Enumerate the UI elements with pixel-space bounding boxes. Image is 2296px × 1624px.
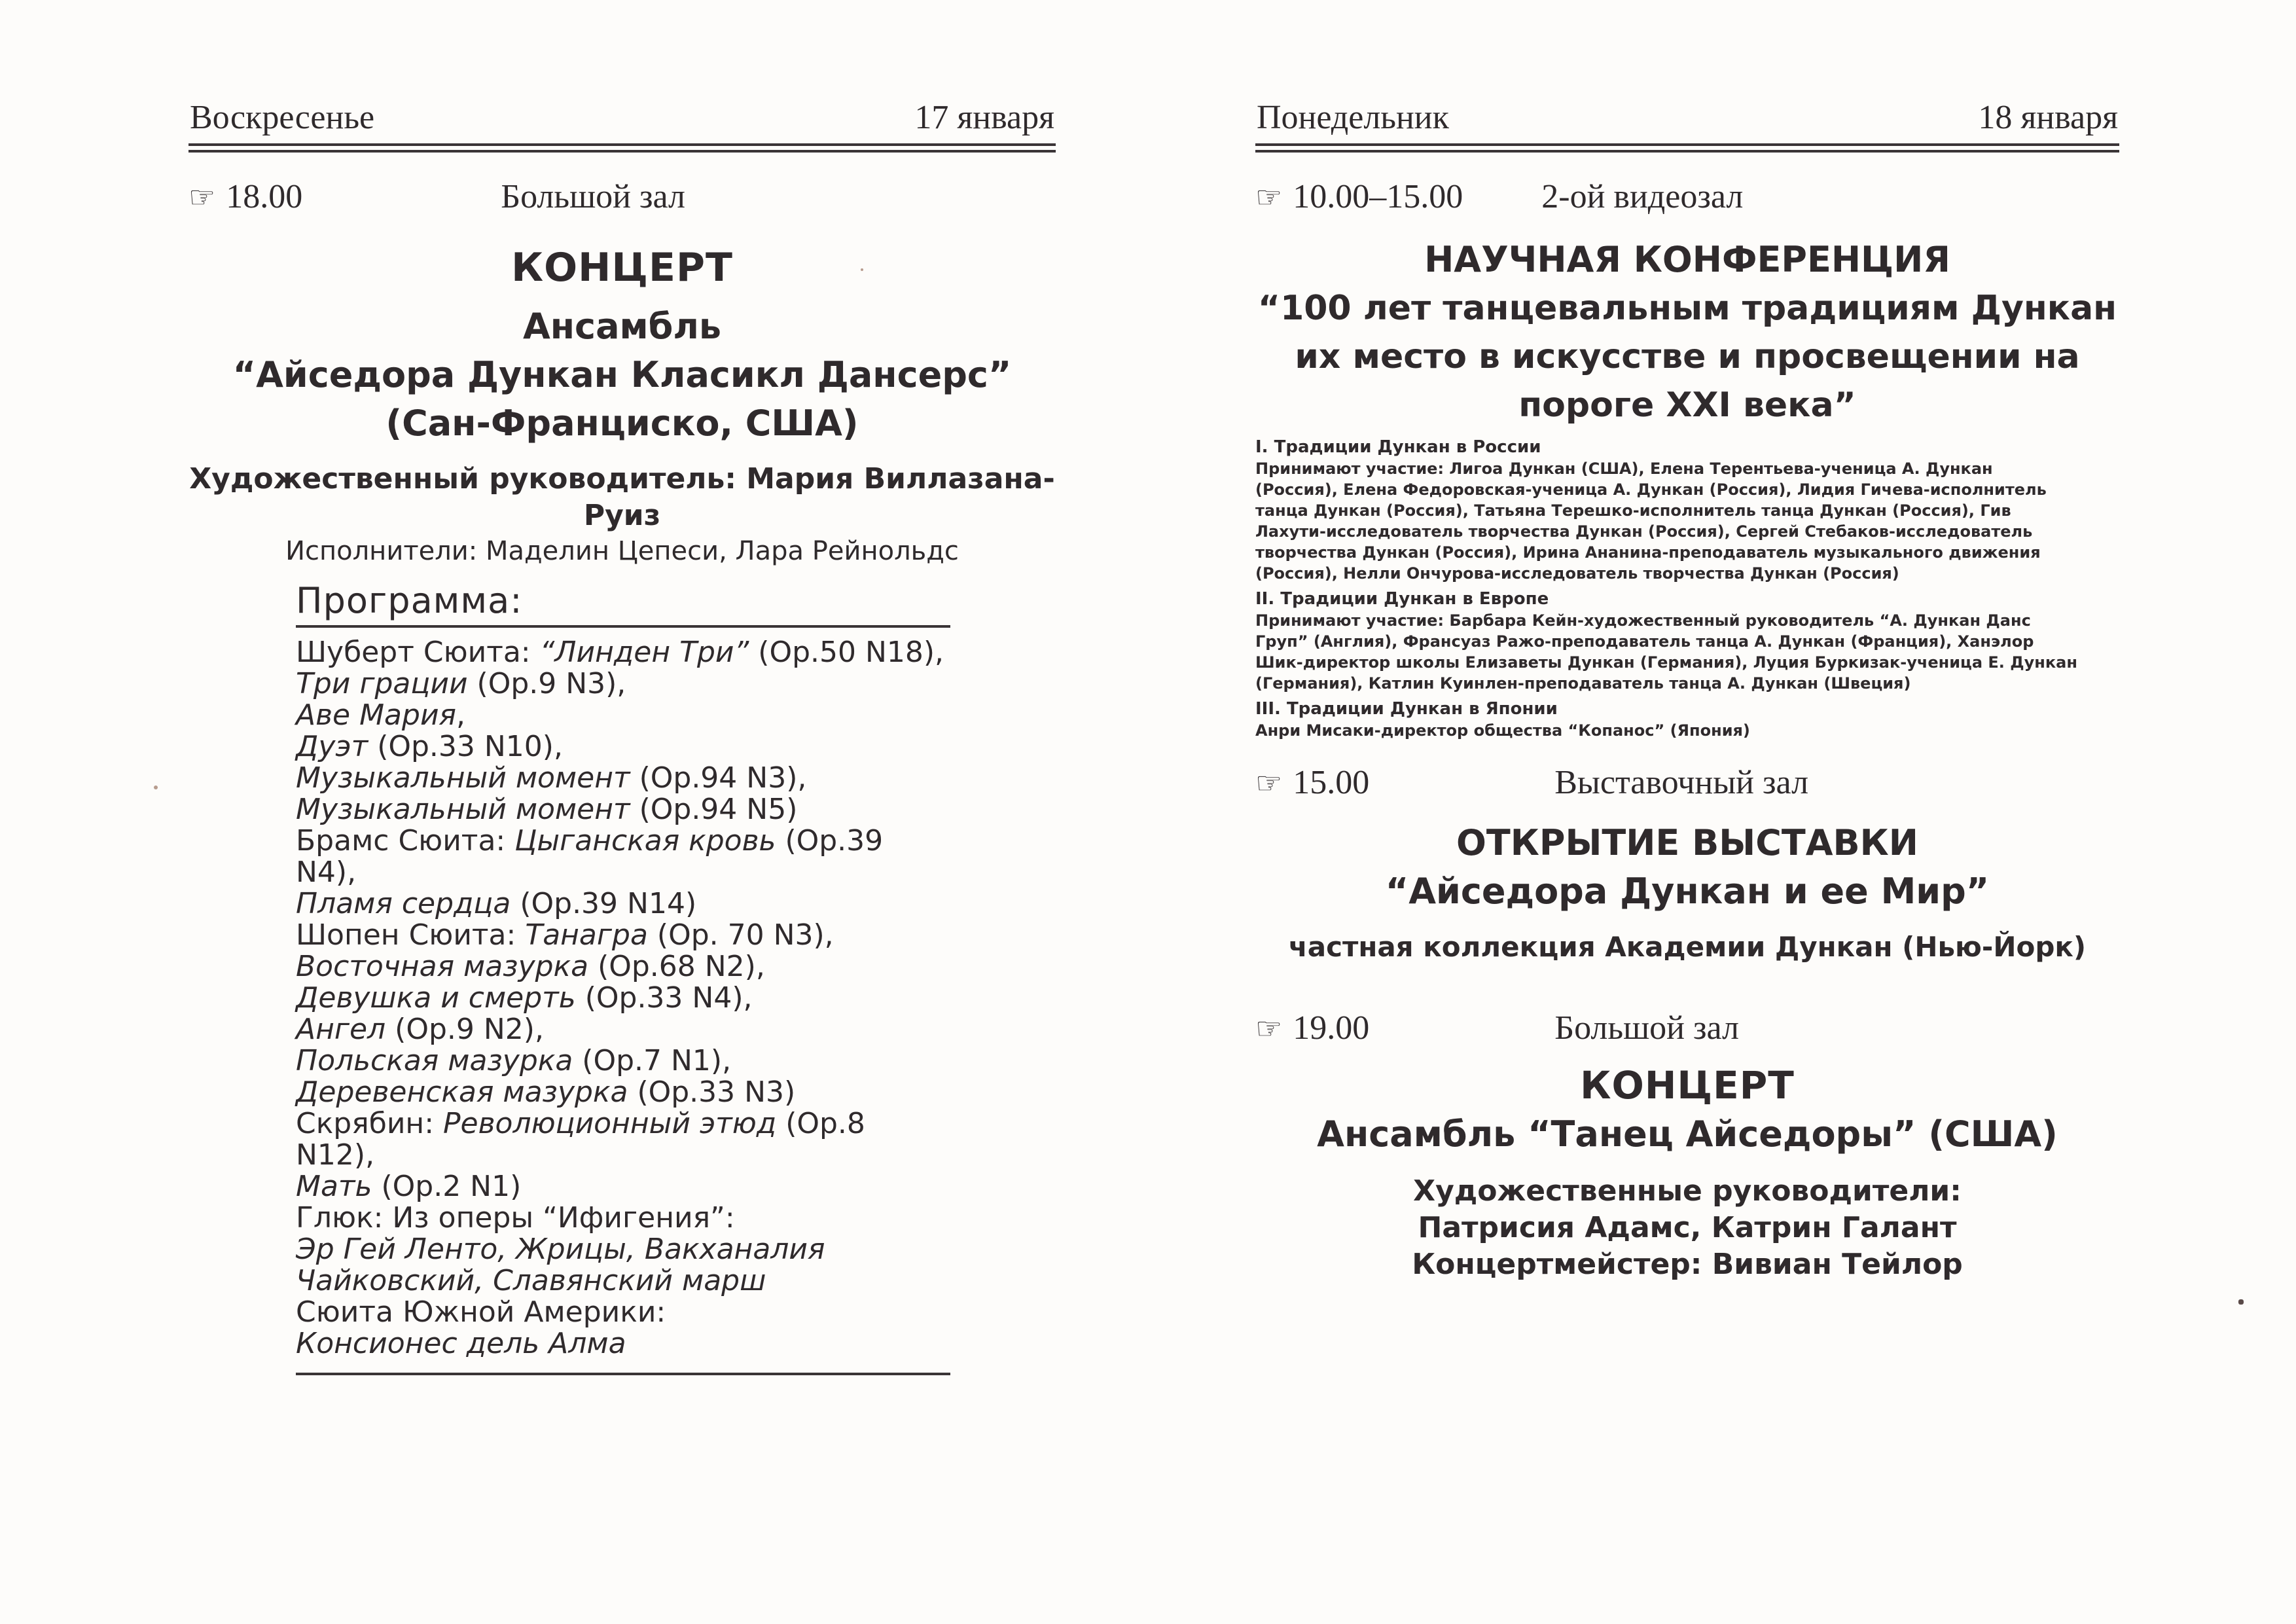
program-item (296, 1202, 950, 1234)
program-heading: Программа: (296, 580, 523, 621)
program-item-composer: Шуберт Сюита: (296, 636, 540, 669)
left-day-date: 17 января (914, 99, 1054, 136)
program-list (296, 637, 950, 1360)
pointing-hand-icon: ☞ (1255, 180, 1283, 214)
program-item-title: Революционный этюд (443, 1107, 777, 1140)
paper-speck (2238, 1299, 2244, 1305)
conference-section-text: Шик-директор школы Елизаветы Дункан (Германия), Луция Буркизак-ученица Е. Дункан (1255, 653, 2077, 672)
program-item (296, 951, 950, 983)
left-day-name: Воскресенье (190, 99, 375, 136)
pointing-hand-icon: ☞ (1255, 1011, 1283, 1045)
program-item (296, 1014, 950, 1045)
concert-directors-label: Художественные руководители: (1413, 1174, 1962, 1208)
program-item-opus: (Op.9 N3), (467, 667, 626, 700)
program-block (296, 580, 950, 1375)
program-item (296, 1328, 950, 1360)
conference-title: НАУЧНАЯ КОНФЕРЕНЦИЯ (1424, 239, 1950, 280)
conference-section-heading: II. Традиции Дункан в Европе (1255, 589, 1549, 609)
program-item (296, 1265, 950, 1297)
left-day-header (188, 98, 1056, 146)
right-day-date: 18 января (1978, 99, 2118, 136)
program-item (296, 1234, 950, 1265)
conference-section-heading: III. Традиции Дункан в Японии (1255, 699, 1558, 719)
program-item-opus: (Op.94 N3), (630, 761, 807, 795)
program-item-opus: (Op.94 N5) (630, 793, 798, 826)
program-item (296, 1171, 950, 1202)
left-ensemble-place: (Сан-Франциско, США) (386, 403, 859, 444)
program-item-composer: Шопен Сюита: (296, 918, 526, 952)
right-header-rule (1255, 150, 2119, 153)
program-item-title: Аве Мария (296, 698, 457, 732)
program-item-title: Ангел (296, 1013, 386, 1046)
program-item (296, 1077, 950, 1108)
exhibition-time-row (1255, 763, 2119, 802)
program-item-title: “Линден Три” (539, 636, 749, 669)
conference-time-row (1255, 177, 2119, 216)
program-item (296, 700, 950, 731)
conference-section-text: творчества Дункан (Россия), Ирина Ананина-преподаватель музыкального движения (1255, 543, 2041, 562)
program-item-title: Цыганская кровь (514, 824, 776, 857)
program-top-rule (296, 625, 950, 628)
left-ensemble-label: Ансамбль (522, 306, 722, 347)
program-item-composer: Брамс Сюита: (296, 824, 515, 857)
program-item-opus: (Op.33 N10), (368, 730, 563, 763)
program-item-opus: (Op.68 N2), (588, 950, 765, 983)
concert-time: 19.00 (1293, 1009, 1370, 1047)
program-item (296, 1045, 950, 1077)
program-item-opus: (Op.33 N3) (628, 1075, 796, 1109)
program-item-title: Девушка и смерть (296, 981, 576, 1015)
program-item-title: Танагра (525, 918, 648, 952)
program-item (296, 731, 950, 763)
exhibition-title: ОТКРЫТИЕ ВЫСТАВКИ (1456, 822, 1918, 863)
right-day-name: Понедельник (1257, 99, 1449, 136)
program-item-title: Эр Гей Ленто, Жрицы, Вакханалия (296, 1233, 825, 1266)
program-item-title: Музыкальный момент (296, 761, 630, 795)
left-performers: Исполнители: Маделин Цепеси, Лара Рейнольдс (285, 536, 959, 566)
program-item (296, 1108, 950, 1171)
right-page (1255, 98, 2119, 1283)
conference-section-text: Принимают участие: Барбара Кейн-художественный руководитель “А. Дункан Данс (1255, 611, 2031, 630)
concert-accompanist: Концертмейстер: Вивиан Тейлор (1412, 1248, 1963, 1281)
program-item-title: Мать (296, 1170, 372, 1203)
conference-subtitle-3: пороге XXI века” (1518, 386, 1856, 425)
program-item-opus: (Op. 70 N3), (647, 918, 834, 952)
program-item (296, 637, 950, 668)
conference-section-text: (Германия), Катлин Куинлен-преподаватель танца А. Дункан (Швеция) (1255, 674, 1911, 693)
right-day-header (1255, 98, 2119, 146)
program-bottom-rule (296, 1373, 950, 1375)
program-item-opus: , (456, 698, 466, 732)
program-item-opus: (Op.33 N4), (575, 981, 753, 1015)
program-item-opus: (Op.39 N14) (511, 887, 697, 920)
program-item (296, 794, 950, 825)
conference-section-text: (Россия), Елена Федоровская-ученица А. Дункан (Россия), Лидия Гичева-исполнитель (1255, 480, 2047, 499)
exhibition-time: 15.00 (1293, 764, 1370, 801)
program-item-title: Дуэт (296, 730, 368, 763)
program-item-opus: (Op.8 N12), (296, 1107, 865, 1172)
program-item-opus: (Op.50 N18), (749, 636, 944, 669)
conference-section-heading: I. Традиции Дункан в России (1255, 437, 1541, 457)
program-item-composer: Сюита Южной Америки: (296, 1295, 666, 1329)
exhibition-subtitle: “Айседора Дункан и ее Мир” (1385, 871, 1990, 912)
conference-sections (1255, 436, 2119, 741)
conference-section-text: танца Дункан (Россия), Татьяна Терешко-исполнитель танца Дункан (Россия), Гив (1255, 501, 2011, 520)
conference-section-text: Груп” (Англия), Франсуаз Ражо-преподаватель танца А. Дункан (Франция), Ханэлор (1255, 632, 2034, 651)
paper-speck (154, 785, 158, 789)
program-item-title: Три грации (296, 667, 468, 700)
program-item-title: Консионес дель Алма (296, 1327, 626, 1360)
conference-time: 10.00–15.00 (1293, 178, 1463, 215)
program-item-title: Деревенская мазурка (296, 1075, 628, 1109)
program-item-opus: (Op.39 N4), (296, 824, 884, 889)
left-director: Художественный руководитель: Мария Виллазана-Руиз (189, 462, 1055, 532)
conference-section-text: Лахути-исследователь творчества Дункан (Россия), Сергей Стебаков-исследователь (1255, 522, 2033, 541)
concert-directors: Патрисия Адамс, Катрин Галант (1418, 1211, 1957, 1244)
program-item-title: Музыкальный момент (296, 793, 630, 826)
program-item-composer: Скрябин: (296, 1107, 444, 1140)
program-item-title: Восточная мазурка (296, 950, 589, 983)
conference-section-text: (Россия), Нелли Ончурова-исследователь творчества Дункан (Россия) (1255, 564, 1899, 583)
program-item-title: Пламя сердца (296, 887, 511, 920)
conference-section-text: Принимают участие: Лигоа Дункан (США), Елена Терентьева-ученица А. Дункан (1255, 460, 1993, 478)
exhibition-note: частная коллекция Академии Дункан (Нью-Йорк) (1288, 931, 2087, 963)
concert-ensemble: Ансамбль “Танец Айседоры” (США) (1317, 1113, 2058, 1155)
exhibition-venue: Выставочный зал (1554, 764, 1809, 801)
concert-venue: Большой зал (1554, 1009, 1739, 1047)
conference-subtitle-1: “100 лет танцевальным традициям Дункан (1257, 289, 2117, 328)
pointing-hand-icon: ☞ (1255, 766, 1283, 800)
program-item-opus: (Op.9 N2), (386, 1013, 544, 1046)
left-event-time-row (188, 177, 1056, 216)
conference-subtitle-2: их место в искусстве и просвещении на (1295, 337, 2080, 376)
left-event-title: КОНЦЕРТ (511, 245, 733, 291)
program-item (296, 763, 950, 794)
program-item-opus: (Op.2 N1) (372, 1170, 522, 1203)
left-event-time: 18.00 (226, 178, 303, 215)
program-item (296, 888, 950, 920)
pointing-hand-icon: ☞ (188, 180, 216, 214)
program-item (296, 920, 950, 951)
program-item (296, 983, 950, 1014)
program-item-composer: Глюк: Из оперы “Ифигения”: (296, 1201, 735, 1235)
program-item (296, 1297, 950, 1328)
concert-title: КОНЦЕРТ (1580, 1063, 1795, 1108)
left-ensemble-name: “Айседора Дункан Класикл Дансерс” (232, 354, 1012, 395)
concert-time-row (1255, 1009, 2119, 1047)
left-page (188, 98, 1056, 1375)
program-item (296, 825, 950, 888)
conference-section-text: Анри Мисаки-директор общества “Копанос” (Япония) (1255, 721, 1750, 740)
program-item-opus: (Op.7 N1), (573, 1044, 732, 1077)
left-event-venue: Большой зал (501, 178, 685, 215)
program-item-title: Чайковский, Славянский марш (296, 1264, 766, 1297)
program-item (296, 668, 950, 700)
program-item-title: Польская мазурка (296, 1044, 573, 1077)
conference-venue: 2-ой видеозал (1541, 178, 1744, 215)
left-header-rule (188, 150, 1056, 153)
